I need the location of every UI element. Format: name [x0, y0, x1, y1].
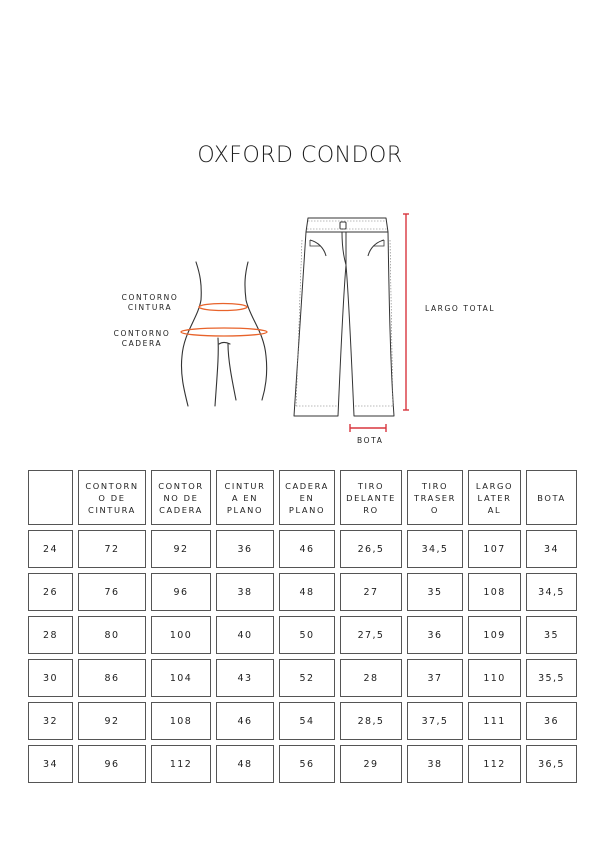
table-cell: 35 — [526, 616, 577, 654]
hem-label: BOTA — [357, 436, 384, 445]
header-cell-front-rise: TIRO DELANTE RO — [340, 470, 402, 525]
header-cell-flat-waist: CINTUR A EN PLANO — [216, 470, 274, 525]
table-row — [28, 530, 577, 568]
table-row — [28, 659, 577, 697]
table-cell: 92 — [151, 530, 211, 568]
table-cell: 29 — [340, 745, 402, 783]
table-cell: 100 — [151, 616, 211, 654]
table-cell: 36 — [526, 702, 577, 740]
header-cell-back-rise: TIRO TRASER O — [407, 470, 463, 525]
table-cell: 80 — [78, 616, 146, 654]
table-cell: 27 — [340, 573, 402, 611]
table-cell: 72 — [78, 530, 146, 568]
measurement-markers — [340, 210, 420, 440]
table-cell: 86 — [78, 659, 146, 697]
table-cell: 28 — [340, 659, 402, 697]
header-cell-waist-circumference: CONTORN O DE CINTURA — [78, 470, 146, 525]
table-cell: 35 — [407, 573, 463, 611]
table-cell: 96 — [78, 745, 146, 783]
table-cell: 92 — [78, 702, 146, 740]
table-cell: 36 — [216, 530, 274, 568]
table-cell: 54 — [279, 702, 335, 740]
total-length-label: LARGO TOTAL — [425, 304, 496, 313]
table-row — [28, 573, 577, 611]
table-cell: 32 — [28, 702, 73, 740]
table-cell: 38 — [407, 745, 463, 783]
table-cell: 26,5 — [340, 530, 402, 568]
table-cell: 111 — [468, 702, 521, 740]
table-cell: 37,5 — [407, 702, 463, 740]
table-cell: 107 — [468, 530, 521, 568]
header-cell-flat-hip: CADERA EN PLANO — [279, 470, 335, 525]
table-row — [28, 702, 577, 740]
table-cell: 38 — [216, 573, 274, 611]
table-cell: 34,5 — [407, 530, 463, 568]
table-cell: 112 — [151, 745, 211, 783]
table-cell: 34 — [526, 530, 577, 568]
table-cell: 28,5 — [340, 702, 402, 740]
waist-label: CONTORNO CINTURA — [121, 293, 179, 312]
table-cell: 40 — [216, 616, 274, 654]
table-cell: 56 — [279, 745, 335, 783]
table-cell: 108 — [151, 702, 211, 740]
table-cell: 27,5 — [340, 616, 402, 654]
table-cell: 26 — [28, 573, 73, 611]
table-cell: 36,5 — [526, 745, 577, 783]
table-header-row — [28, 470, 577, 525]
table-cell: 48 — [279, 573, 335, 611]
header-cell-hip-circumference: CONTOR NO DE CADERA — [151, 470, 211, 525]
table-cell: 37 — [407, 659, 463, 697]
table-cell: 34 — [28, 745, 73, 783]
size-chart-table — [23, 465, 582, 788]
table-cell: 24 — [28, 530, 73, 568]
table-cell: 48 — [216, 745, 274, 783]
table-cell: 43 — [216, 659, 274, 697]
table-cell: 28 — [28, 616, 73, 654]
table-cell: 50 — [279, 616, 335, 654]
table-cell: 110 — [468, 659, 521, 697]
table-cell: 52 — [279, 659, 335, 697]
table-cell: 34,5 — [526, 573, 577, 611]
table-cell: 46 — [279, 530, 335, 568]
table-cell: 36 — [407, 616, 463, 654]
hip-silhouette-illustration — [170, 260, 280, 410]
header-cell-side-length: LARGO LATER AL — [468, 470, 521, 525]
table-cell: 112 — [468, 745, 521, 783]
table-cell: 96 — [151, 573, 211, 611]
table-cell: 108 — [468, 573, 521, 611]
table-row — [28, 616, 577, 654]
table-cell: 109 — [468, 616, 521, 654]
hip-label: CONTORNO CADERA — [113, 329, 171, 348]
table-cell: 30 — [28, 659, 73, 697]
table-cell: 104 — [151, 659, 211, 697]
table-row — [28, 745, 577, 783]
page-title: OXFORD CONDOR — [197, 143, 403, 168]
table-cell: 76 — [78, 573, 146, 611]
table-cell: 46 — [216, 702, 274, 740]
header-cell-hem: BOTA — [526, 470, 577, 525]
table-cell: 35,5 — [526, 659, 577, 697]
header-cell-size — [28, 470, 73, 525]
